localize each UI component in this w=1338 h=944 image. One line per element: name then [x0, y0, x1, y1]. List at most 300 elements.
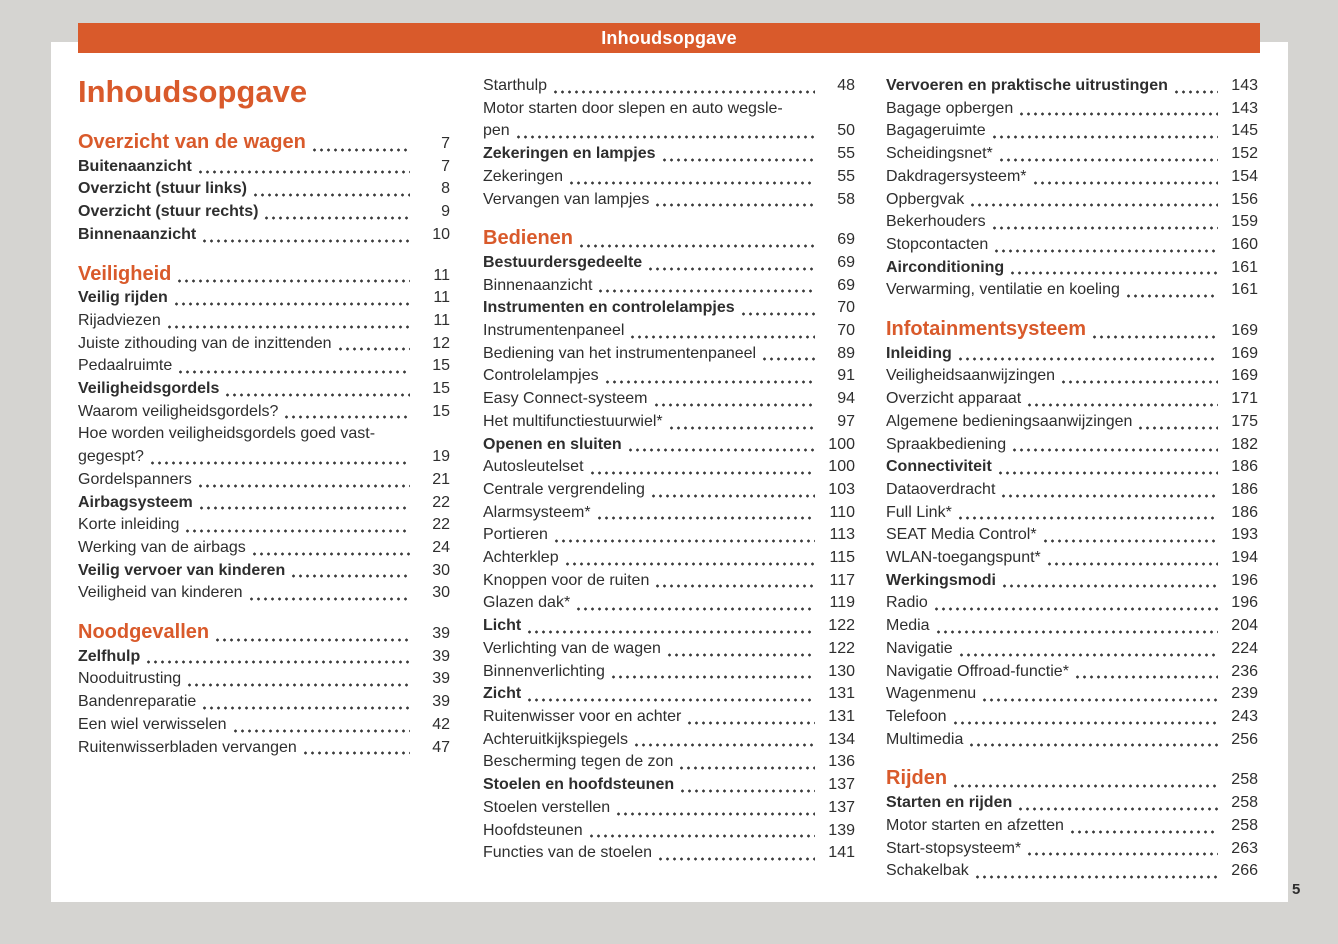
toc-entry-label: Navigatie: [886, 639, 953, 657]
toc-entry-label: Bescherming tegen de zon: [483, 753, 674, 771]
dot-leader: [1018, 112, 1218, 116]
toc-entry: [886, 211, 1258, 234]
dot-leader: [597, 289, 815, 293]
dot-leader: [1046, 562, 1218, 566]
toc-entry-page-number: 139: [828, 821, 855, 839]
toc-entry: [483, 120, 855, 143]
toc-entry-label: Wagenmenu: [886, 685, 977, 703]
toc-entry-page-number: 11: [433, 289, 450, 307]
dot-leader: [575, 607, 815, 611]
toc-entry-label: Overzicht van de wagen: [78, 131, 306, 153]
dot-leader: [302, 751, 410, 755]
toc-entry-label: Bekerhouders: [886, 213, 986, 231]
toc-entry-label: Overzicht apparaat: [886, 390, 1022, 408]
toc-entry-label: Stoelen en hoofdsteunen: [483, 776, 675, 794]
dot-leader: [957, 357, 1218, 361]
toc-entry-label: Stoelen verstellen: [483, 798, 611, 816]
dot-leader: [654, 203, 815, 207]
toc-entry-page-number: 15: [432, 357, 450, 375]
toc-entry-page-number: 266: [1231, 862, 1258, 880]
toc-entry: [483, 524, 855, 547]
toc-entry-page-number: 50: [837, 122, 855, 140]
toc-entry-label: Airbagsysteem: [78, 493, 193, 511]
toc-entry: [886, 683, 1258, 706]
toc-entry-label: Zicht: [483, 685, 522, 703]
toc-entry: [78, 333, 450, 356]
toc-entry-label: Veiligheidsaanwijzingen: [886, 367, 1056, 385]
toc-entry-page-number: 160: [1231, 235, 1258, 253]
toc-entry-page-number: 55: [837, 145, 855, 163]
dot-leader: [991, 135, 1218, 139]
toc-section-heading: [886, 767, 1258, 792]
toc-entry-label: Buitenaanzicht: [78, 157, 192, 175]
toc-entry: [886, 279, 1258, 302]
dot-leader: [201, 706, 410, 710]
toc-entry-label: Scheidingsnet*: [886, 145, 993, 163]
toc-entry-label: Zekeringen en lampjes: [483, 145, 656, 163]
toc-entry-page-number: 11: [433, 266, 450, 284]
dot-leader: [998, 158, 1218, 162]
dot-leader: [1042, 539, 1218, 543]
toc-entry: [78, 287, 450, 310]
toc-entry: [78, 737, 450, 760]
dot-leader: [252, 193, 410, 197]
toc-section-heading: [886, 318, 1258, 343]
toc-entry: [886, 388, 1258, 411]
toc-entry: [886, 838, 1258, 861]
toc-entry: [78, 714, 450, 737]
toc-entry-page-number: 130: [828, 662, 855, 680]
toc-entry-label: Binnenaanzicht: [483, 276, 593, 294]
toc-entry-page-number: 186: [1231, 503, 1258, 521]
toc-entry: [483, 456, 855, 479]
dot-leader: [650, 494, 815, 498]
page-title: Inhoudsopgave: [78, 74, 308, 109]
toc-entry-label: Overzicht (stuur links): [78, 180, 247, 198]
toc-entry-label: SEAT Media Control*: [886, 526, 1037, 544]
toc-entry-label: Vervangen van lampjes: [483, 190, 650, 208]
dot-leader: [1074, 675, 1218, 679]
dot-leader: [981, 698, 1218, 702]
toc-entry-label: Stopcontacten: [886, 235, 989, 253]
toc-entry-label: Hoofdsteunen: [483, 821, 583, 839]
dot-leader: [1011, 448, 1218, 452]
toc-entry-label: Rijden: [886, 767, 948, 790]
dot-leader: [263, 216, 410, 220]
toc-entry-page-number: 117: [829, 571, 855, 589]
dot-leader: [526, 698, 815, 702]
toc-entry-page-number: 143: [1231, 77, 1258, 94]
toc-entry: [886, 547, 1258, 570]
toc-entry-page-number: 39: [432, 625, 450, 643]
toc-entry-label: Glazen dak*: [483, 594, 571, 612]
toc-entry-label: Schakelbak: [886, 862, 969, 880]
toc-entry-page-number: 55: [837, 167, 855, 185]
dot-leader: [1026, 403, 1218, 407]
toc-entry-page-number: 70: [837, 322, 855, 340]
toc-entry-label: Bestuurdersgedeelte: [483, 253, 643, 271]
toc-entry: [78, 646, 450, 669]
dot-leader: [197, 484, 410, 488]
toc-section-heading: [78, 131, 450, 156]
toc-entry: [483, 320, 855, 343]
dot-leader: [610, 675, 815, 679]
toc-entry-label: pen: [483, 122, 510, 140]
toc-entry-label: Portieren: [483, 526, 548, 544]
toc-entry-label: Achteruitkijkspiegels: [483, 730, 628, 748]
toc-entry-label: Binnenverlichting: [483, 662, 605, 680]
toc-entry-label: Licht: [483, 617, 522, 635]
toc-entry-label: Binnenaanzicht: [78, 225, 197, 243]
toc-entry-page-number: 182: [1231, 435, 1258, 453]
toc-entry-label: Inleiding: [886, 344, 952, 362]
toc-section-heading: [78, 263, 450, 288]
toc-entry: [886, 120, 1258, 143]
dot-leader: [197, 170, 410, 174]
toc-entry-page-number: 256: [1231, 730, 1258, 748]
toc-entry-page-number: 39: [432, 693, 450, 711]
dot-leader: [933, 607, 1218, 611]
toc-entry-page-number: 47: [432, 738, 450, 756]
toc-entry-label: Bedienen: [483, 227, 574, 250]
toc-entry: [483, 774, 855, 797]
toc-column-3-entries: [886, 75, 1258, 883]
dot-leader: [564, 562, 815, 566]
toc-entry-page-number: 8: [441, 180, 450, 198]
toc-entry: [886, 570, 1258, 593]
dot-leader: [627, 448, 815, 452]
dot-leader: [568, 181, 815, 185]
toc-entry: [886, 98, 1258, 121]
toc-entry-page-number: 186: [1231, 480, 1258, 498]
page-header-bar: [78, 23, 1260, 53]
toc-entry-label: Overzicht (stuur rechts): [78, 203, 259, 221]
dot-leader: [1001, 584, 1218, 588]
toc-entry-label: Pedaalruimte: [78, 357, 173, 375]
dot-leader: [761, 357, 815, 361]
dot-leader: [553, 539, 815, 543]
toc-entry: [78, 469, 450, 492]
toc-entry-label: Veilig vervoer van kinderen: [78, 561, 286, 579]
dot-leader: [173, 302, 410, 306]
toc-entry-page-number: 196: [1231, 571, 1258, 589]
dot-leader: [311, 148, 410, 152]
toc-entry-label: Telefoon: [886, 707, 947, 725]
toc-entry-label: Instrumentenpaneel: [483, 322, 625, 340]
toc-entry-label: Media: [886, 617, 930, 635]
toc-entry: [78, 355, 450, 378]
toc-entry-page-number: 97: [837, 412, 855, 430]
dot-leader: [248, 597, 410, 601]
toc-entry-page-number: 239: [1231, 685, 1258, 703]
dot-leader: [678, 766, 815, 770]
dot-leader: [661, 158, 815, 162]
dot-leader: [186, 683, 410, 687]
toc-entry: [483, 479, 855, 502]
toc-entry-page-number: 11: [433, 311, 450, 329]
dot-leader: [596, 516, 815, 520]
toc-entry-label: Hoe worden veiligheidsgordels goed vast-: [78, 425, 376, 443]
toc-entry-label: Ruitenwisserbladen vervangen: [78, 738, 297, 756]
toc-entry-page-number: 243: [1231, 707, 1258, 725]
toc-entry-page-number: 193: [1231, 526, 1258, 544]
dot-leader: [1017, 807, 1218, 811]
toc-entry-page-number: 152: [1231, 145, 1258, 163]
toc-entry: [886, 257, 1258, 280]
toc-entry-label: Airconditioning: [886, 258, 1005, 276]
toc-entry-label: Starten en rijden: [886, 794, 1013, 812]
toc-column-3: [886, 75, 1258, 883]
toc-entry-label: Nooduitrusting: [78, 670, 182, 688]
toc-entry-page-number: 194: [1231, 549, 1258, 567]
toc-entry: [886, 661, 1258, 684]
toc-entry-label: Waarom veiligheidsgordels?: [78, 402, 279, 420]
toc-entry-label: Veiligheidsgordels: [78, 380, 220, 398]
dot-leader: [679, 789, 815, 793]
toc-entry: [886, 143, 1258, 166]
toc-entry-label: Het multifunctiestuurwiel*: [483, 412, 663, 430]
toc-entry: [886, 815, 1258, 838]
toc-entry-page-number: 137: [828, 798, 855, 816]
toc-entry-label: WLAN-toegangspunt*: [886, 549, 1041, 567]
toc-entry: [78, 537, 450, 560]
toc-entry-label: Noodgevallen: [78, 621, 210, 644]
toc-entry: [483, 683, 855, 706]
toc-entry: [483, 275, 855, 298]
toc-column-1-entries: [78, 131, 450, 759]
dot-leader: [653, 403, 815, 407]
toc-entry: [78, 378, 450, 401]
toc-entry-label: gegespt?: [78, 448, 144, 466]
dot-leader: [283, 415, 410, 419]
toc-entry: [483, 297, 855, 320]
toc-entry: [78, 582, 450, 605]
toc-entry: [78, 423, 450, 446]
toc-entry-label: Bandenreparatie: [78, 693, 197, 711]
toc-entry-page-number: 15: [432, 380, 450, 398]
toc-entry: [78, 446, 450, 469]
toc-entry-page-number: 10: [432, 225, 450, 243]
toc-entry: [483, 143, 855, 166]
dot-leader: [251, 552, 410, 556]
toc-entry-page-number: 161: [1231, 281, 1258, 299]
toc-entry-label: Start-stopsysteem*: [886, 839, 1022, 857]
dot-leader: [515, 135, 815, 139]
toc-entry-page-number: 94: [837, 390, 855, 408]
toc-entry-page-number: 122: [828, 617, 855, 635]
dot-leader: [198, 506, 410, 510]
toc-entry-page-number: 42: [432, 715, 450, 733]
dot-leader: [177, 370, 410, 374]
dot-leader: [1009, 271, 1218, 275]
dot-leader: [1069, 830, 1218, 834]
toc-entry-page-number: 24: [432, 538, 450, 556]
toc-entry-label: Dataoverdracht: [886, 480, 996, 498]
toc-entry-page-number: 258: [1231, 771, 1258, 789]
toc-entry-label: Motor starten en afzetten: [886, 816, 1064, 834]
toc-entry-label: Autosleutelset: [483, 458, 584, 476]
toc-entry-page-number: 141: [828, 844, 855, 862]
toc-entry: [483, 706, 855, 729]
toc-entry-page-number: 39: [432, 647, 450, 665]
toc-entry-label: Connectiviteit: [886, 458, 992, 476]
dot-leader: [997, 471, 1218, 475]
dot-leader: [1032, 181, 1219, 185]
toc-entry-page-number: 100: [828, 458, 855, 476]
dot-leader: [290, 574, 410, 578]
toc-entry: [886, 638, 1258, 661]
toc-entry: [78, 201, 450, 224]
toc-entry-page-number: 91: [837, 367, 855, 385]
toc-entry-label: Easy Connect-systeem: [483, 390, 648, 408]
toc-entry-page-number: 131: [828, 707, 855, 725]
toc-entry-page-number: 131: [828, 685, 855, 703]
dot-leader: [654, 584, 815, 588]
toc-entry-page-number: 145: [1231, 122, 1258, 140]
dot-leader: [968, 743, 1218, 747]
toc-entry: [78, 178, 450, 201]
toc-entry-page-number: 143: [1231, 99, 1258, 117]
dot-leader: [1026, 852, 1218, 856]
manual-page: [51, 42, 1288, 902]
toc-entry-label: Verlichting van de wagen: [483, 639, 661, 657]
toc-entry: [886, 792, 1258, 815]
toc-entry-page-number: 169: [1231, 367, 1258, 385]
toc-entry: [483, 570, 855, 593]
toc-entry-label: Vervoeren en praktische uitrustingen: [886, 77, 1168, 94]
toc-entry-page-number: 119: [829, 594, 855, 612]
toc-entry: [483, 343, 855, 366]
dot-leader: [588, 834, 815, 838]
toc-entry-page-number: 171: [1231, 390, 1258, 408]
toc-entry-page-number: 48: [837, 77, 855, 94]
dot-leader: [668, 426, 815, 430]
toc-entry-label: Spraakbediening: [886, 435, 1007, 453]
toc-entry-page-number: 154: [1231, 167, 1258, 185]
toc-entry-label: Veiligheid: [78, 262, 172, 285]
toc-entry-page-number: 236: [1231, 662, 1258, 680]
dot-leader: [957, 516, 1218, 520]
toc-entry-label: Veiligheid van kinderen: [78, 584, 243, 602]
toc-entry-label: Full Link*: [886, 503, 952, 521]
toc-entry: [886, 189, 1258, 212]
toc-entry: [483, 365, 855, 388]
dot-leader: [149, 461, 410, 465]
toc-entry-page-number: 39: [432, 670, 450, 688]
toc-entry-page-number: 258: [1231, 816, 1258, 834]
toc-column-2-entries: [483, 75, 855, 865]
dot-leader: [1091, 335, 1218, 339]
page-number: 5: [1292, 881, 1301, 898]
toc-entry-page-number: 15: [432, 402, 450, 420]
toc-entry: [886, 343, 1258, 366]
toc-entry: [886, 524, 1258, 547]
toc-entry: [483, 661, 855, 684]
toc-entry: [483, 98, 855, 121]
toc-entry-label: Multimedia: [886, 730, 964, 748]
toc-entry-page-number: 69: [837, 276, 855, 294]
toc-entry: [483, 638, 855, 661]
dot-leader: [993, 249, 1218, 253]
toc-entry-page-number: 19: [432, 448, 450, 466]
toc-entry: [886, 166, 1258, 189]
toc-entry: [886, 365, 1258, 388]
toc-entry: [886, 860, 1258, 883]
toc-entry: [78, 514, 450, 537]
toc-entry: [78, 310, 450, 333]
toc-entry-label: Werkingsmodi: [886, 571, 996, 589]
toc-entry-label: Opbergvak: [886, 190, 965, 208]
toc-entry-label: Dakdragersysteem*: [886, 167, 1027, 185]
toc-entry: [886, 615, 1258, 638]
dot-leader: [952, 721, 1219, 725]
toc-entry-label: Algemene bedieningsaanwijzingen: [886, 412, 1133, 430]
dot-leader: [935, 630, 1218, 634]
toc-entry-page-number: 186: [1231, 458, 1258, 476]
toc-entry: [886, 706, 1258, 729]
toc-entry: [483, 252, 855, 275]
dot-leader: [1060, 380, 1218, 384]
dot-leader: [145, 660, 410, 664]
toc-entry-page-number: 204: [1231, 617, 1258, 635]
dot-leader: [1137, 426, 1218, 430]
toc-entry-page-number: 169: [1231, 344, 1258, 362]
toc-entry-label: Werking van de airbags: [78, 538, 246, 556]
dot-leader: [176, 279, 410, 283]
dot-leader: [657, 857, 815, 861]
toc-entry: [886, 592, 1258, 615]
toc-entry-page-number: 58: [837, 190, 855, 208]
toc-entry: [483, 411, 855, 434]
toc-entry-label: Starthulp: [483, 77, 548, 94]
toc-entry-page-number: 113: [829, 526, 855, 544]
toc-entry-page-number: 69: [837, 253, 855, 271]
dot-leader: [991, 226, 1218, 230]
toc-entry-page-number: 159: [1231, 213, 1258, 231]
toc-entry-page-number: 9: [441, 203, 450, 221]
toc-entry-page-number: 263: [1231, 839, 1258, 857]
toc-entry-page-number: 110: [829, 503, 855, 521]
toc-entry-page-number: 136: [828, 753, 855, 771]
toc-entry: [886, 479, 1258, 502]
toc-entry-label: Controlelampjes: [483, 367, 599, 385]
dot-leader: [686, 721, 815, 725]
toc-column-1: [78, 75, 450, 759]
toc-entry-label: Bagageruimte: [886, 122, 986, 140]
toc-entry-label: Instrumenten en controlelampjes: [483, 299, 735, 317]
toc-entry-label: Motor starten door slepen en auto wegsle-: [483, 99, 783, 117]
toc-entry: [483, 502, 855, 525]
toc-entry-label: Radio: [886, 594, 928, 612]
toc-entry-label: Knoppen voor de ruiten: [483, 571, 650, 589]
toc-entry: [78, 560, 450, 583]
toc-entry-label: Juiste zithouding van de inzittenden: [78, 334, 332, 352]
toc-entry-page-number: 30: [432, 584, 450, 602]
toc-entry-label: Veilig rijden: [78, 289, 168, 307]
toc-entry: [886, 729, 1258, 752]
toc-entry: [886, 75, 1258, 98]
dot-leader: [214, 638, 410, 642]
toc-entry-label: Ruitenwisser voor en achter: [483, 707, 682, 725]
toc-entry-label: Korte inleiding: [78, 516, 180, 534]
toc-entry-label: Infotainmentsysteem: [886, 318, 1087, 341]
toc-entry: [483, 75, 855, 98]
toc-entry-label: Centrale vergrendeling: [483, 480, 645, 498]
toc-entry-page-number: 161: [1231, 258, 1258, 276]
dot-leader: [201, 239, 410, 243]
dot-leader: [184, 529, 410, 533]
toc-entry-page-number: 30: [432, 561, 450, 579]
